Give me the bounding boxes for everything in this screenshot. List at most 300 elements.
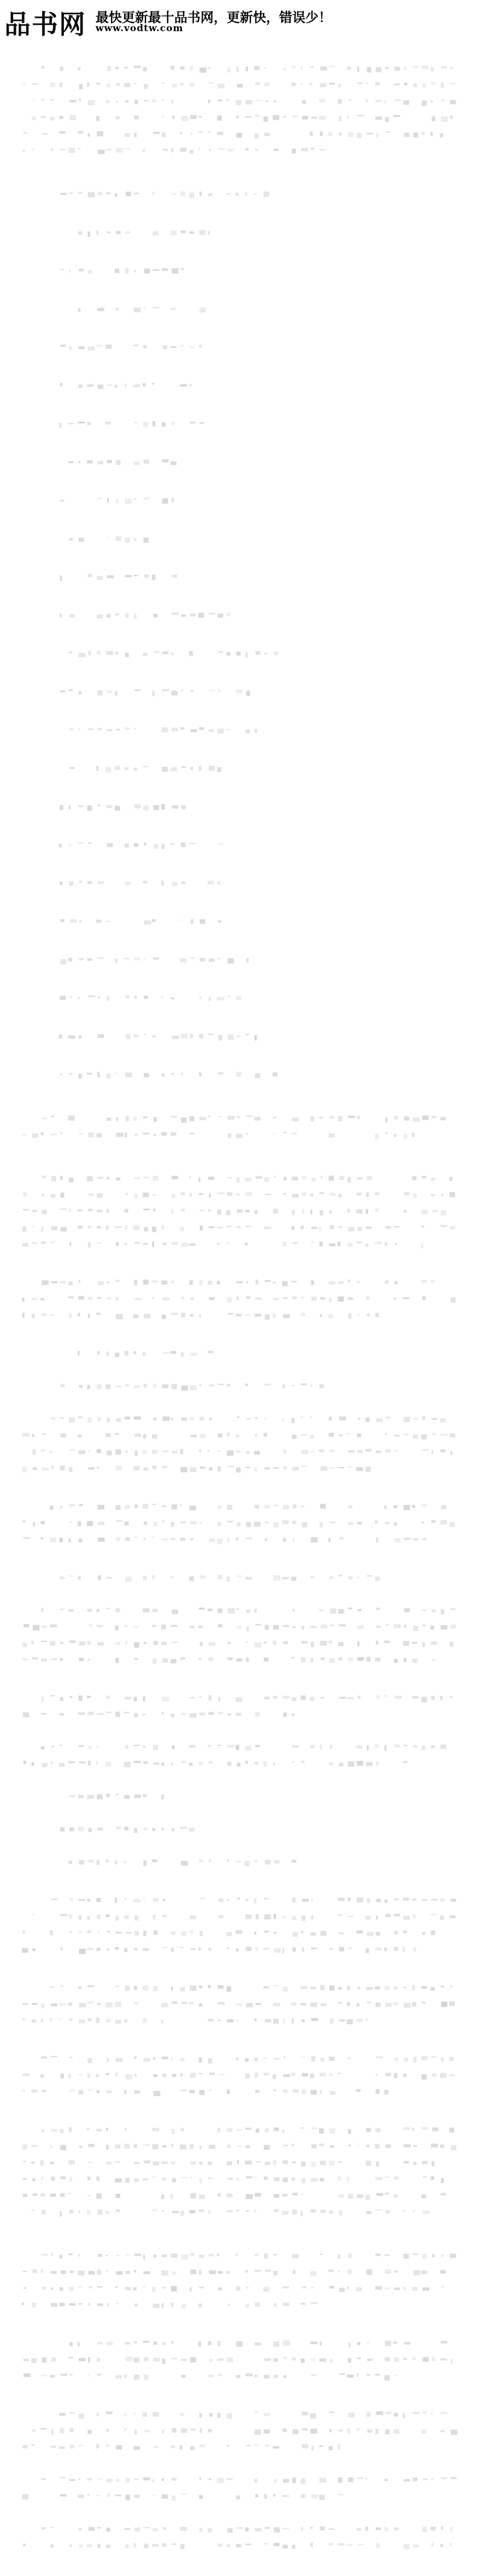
faint-glyph-mark: [32, 83, 38, 85]
faint-glyph-mark: [320, 1985, 324, 1990]
faint-glyph-mark: [310, 1987, 316, 1989]
faint-glyph-mark: [208, 1745, 211, 1746]
faint-glyph-mark: [440, 2358, 447, 2361]
faint-glyph-mark: [282, 1385, 285, 1388]
faint-glyph-mark: [87, 2018, 91, 2021]
faint-glyph-mark: [273, 1640, 276, 1645]
faint-glyph-mark: [208, 1948, 211, 1950]
faint-glyph-mark: [107, 2303, 109, 2306]
site-tagline: 最快更新最十品书网，更新快，错误少！: [96, 9, 332, 25]
faint-glyph-mark: [162, 116, 164, 117]
faint-glyph-mark: [60, 268, 64, 271]
faint-glyph-mark: [68, 2357, 73, 2358]
faint-glyph-mark: [394, 1226, 399, 1227]
faint-glyph-mark: [181, 1931, 186, 1936]
faint-glyph-mark: [301, 1506, 304, 1508]
faint-glyph-mark: [450, 1642, 453, 1646]
faint-glyph-mark: [116, 2303, 119, 2304]
faint-glyph-mark: [97, 1072, 100, 1077]
faint-glyph-mark: [319, 1117, 323, 1119]
faint-glyph-mark: [329, 2073, 332, 2076]
faint-glyph-mark: [311, 1915, 314, 1919]
faint-glyph-mark: [78, 2254, 80, 2257]
faint-glyph-mark: [88, 2286, 93, 2288]
faint-glyph-mark: [421, 1280, 427, 1282]
faint-glyph-mark: [246, 1296, 250, 1299]
faint-glyph-mark: [265, 1315, 270, 1320]
faint-glyph-mark: [264, 2358, 270, 2361]
faint-glyph-mark: [246, 729, 250, 734]
faint-glyph-mark: [449, 1522, 455, 1527]
faint-glyph-mark: [190, 2446, 194, 2450]
faint-glyph-mark: [198, 2073, 202, 2074]
faint-glyph-mark: [60, 1697, 63, 1701]
faint-glyph-mark: [217, 1609, 222, 1614]
faint-glyph-mark: [254, 66, 259, 71]
faint-glyph-mark: [171, 308, 176, 310]
faint-glyph-mark: [283, 1297, 287, 1299]
faint-glyph-mark: [172, 1176, 178, 1179]
faint-glyph-mark: [237, 1608, 239, 1610]
faint-glyph-mark: [376, 2527, 381, 2530]
faint-glyph-mark: [273, 115, 279, 120]
faint-glyph-mark: [144, 538, 149, 543]
faint-glyph-mark: [264, 1505, 270, 1509]
faint-glyph-mark: [422, 1745, 426, 1750]
faint-glyph-mark: [78, 131, 84, 133]
faint-glyph-mark: [265, 101, 268, 102]
faint-glyph-mark: [60, 919, 64, 922]
faint-glyph-mark: [311, 2446, 314, 2451]
faint-glyph-mark: [171, 1987, 173, 1990]
faint-glyph-mark: [50, 1761, 52, 1764]
faint-glyph-mark: [217, 2287, 222, 2290]
faint-glyph-mark: [116, 1520, 123, 1522]
faint-glyph-mark: [126, 2271, 130, 2274]
faint-glyph-mark: [311, 2302, 317, 2304]
faint-glyph-mark: [115, 385, 117, 388]
faint-glyph-mark: [106, 1352, 109, 1356]
faint-glyph-mark: [143, 1434, 146, 1439]
faint-glyph-mark: [69, 2303, 76, 2305]
faint-glyph-mark: [40, 2160, 44, 2165]
faint-glyph-mark: [430, 132, 433, 136]
faint-glyph-mark: [209, 1539, 215, 1542]
faint-glyph-mark: [237, 1763, 240, 1767]
faint-glyph-mark: [404, 1210, 406, 1213]
faint-glyph-mark: [255, 1073, 261, 1078]
faint-glyph-mark: [321, 1697, 324, 1698]
faint-glyph-mark: [42, 1468, 49, 1470]
faint-glyph-mark: [403, 2127, 410, 2130]
faint-glyph-mark: [125, 2342, 130, 2345]
faint-glyph-mark: [143, 1898, 144, 1899]
faint-glyph-mark: [432, 2162, 434, 2166]
faint-glyph-mark: [87, 270, 92, 273]
faint-glyph-mark: [163, 1242, 166, 1245]
faint-glyph-mark: [134, 2144, 137, 2148]
faint-glyph-mark: [339, 1625, 345, 1626]
faint-glyph-mark: [115, 116, 120, 119]
faint-glyph-mark: [338, 2161, 342, 2163]
faint-glyph-mark: [329, 1467, 335, 1468]
faint-glyph-mark: [338, 1609, 344, 1614]
faint-glyph-mark: [42, 2090, 46, 2092]
faint-glyph-mark: [357, 115, 364, 116]
faint-glyph-mark: [125, 1351, 128, 1356]
faint-glyph-mark: [217, 1193, 225, 1195]
faint-glyph-mark: [300, 2127, 304, 2129]
faint-glyph-mark: [115, 729, 120, 731]
faint-glyph-mark: [98, 1351, 99, 1355]
faint-glyph-mark: [143, 422, 149, 427]
faint-glyph-mark: [300, 83, 303, 84]
faint-glyph-mark: [226, 652, 230, 656]
faint-glyph-mark: [144, 2058, 150, 2061]
faint-glyph-mark: [283, 1696, 290, 1698]
faint-glyph-mark: [310, 1745, 315, 1749]
faint-glyph-mark: [404, 1116, 409, 1120]
faint-glyph-mark: [152, 691, 155, 697]
faint-glyph-mark: [69, 805, 70, 809]
faint-glyph-mark: [209, 1385, 214, 1386]
faint-glyph-mark: [237, 1116, 240, 1118]
faint-glyph-mark: [273, 2271, 278, 2275]
faint-glyph-mark: [171, 652, 174, 655]
faint-glyph-mark: [106, 1696, 110, 1699]
faint-glyph-mark: [292, 1714, 294, 1716]
faint-glyph-mark: [451, 2477, 457, 2479]
faint-glyph-mark: [33, 2270, 37, 2273]
faint-glyph-mark: [50, 1538, 56, 1542]
faint-glyph-mark: [432, 2543, 434, 2546]
faint-glyph-mark: [245, 1746, 251, 1750]
faint-glyph-mark: [106, 2545, 110, 2548]
faint-glyph-mark: [51, 2446, 56, 2448]
faint-glyph-mark: [376, 2089, 380, 2094]
faint-glyph-mark: [32, 2019, 36, 2023]
faint-glyph-mark: [347, 2544, 352, 2546]
faint-glyph-mark: [190, 2073, 196, 2077]
faint-glyph-mark: [265, 1539, 268, 1541]
faint-glyph-mark: [199, 1713, 206, 1715]
faint-glyph-mark: [162, 1697, 169, 1702]
faint-glyph-mark: [181, 615, 186, 617]
faint-glyph-mark: [153, 1522, 157, 1527]
faint-glyph-mark: [338, 2478, 343, 2483]
faint-glyph-mark: [263, 116, 268, 122]
faint-glyph-mark: [88, 1712, 94, 1715]
faint-glyph-mark: [22, 1243, 28, 1247]
faint-glyph-mark: [394, 2375, 397, 2376]
faint-glyph-mark: [181, 1242, 188, 1247]
faint-glyph-mark: [237, 1209, 243, 1212]
faint-glyph-mark: [311, 1227, 317, 1229]
faint-glyph-mark: [161, 1642, 167, 1645]
faint-glyph-mark: [199, 2444, 205, 2447]
faint-glyph-mark: [40, 2428, 47, 2430]
faint-glyph-mark: [42, 1626, 47, 1628]
faint-glyph-mark: [172, 691, 178, 696]
faint-glyph-mark: [451, 2429, 457, 2435]
faint-glyph-mark: [107, 2058, 109, 2062]
faint-glyph-mark: [236, 690, 242, 693]
faint-glyph-mark: [134, 2057, 137, 2059]
faint-glyph-mark: [375, 1193, 379, 1195]
faint-glyph-mark: [255, 133, 259, 139]
faint-glyph-mark: [106, 1914, 110, 1917]
faint-glyph-mark: [22, 2003, 28, 2005]
faint-glyph-mark: [367, 1313, 370, 1317]
faint-glyph-mark: [329, 1745, 332, 1749]
faint-glyph-mark: [42, 2287, 46, 2289]
faint-glyph-mark: [404, 1193, 410, 1195]
faint-glyph-mark: [97, 1827, 103, 1831]
faint-glyph-mark: [180, 2445, 182, 2450]
faint-glyph-mark: [319, 2128, 324, 2134]
faint-glyph-mark: [330, 1116, 334, 1119]
faint-glyph-mark: [60, 149, 66, 150]
faint-glyph-mark: [217, 1745, 221, 1746]
faint-glyph-mark: [329, 2018, 333, 2024]
faint-glyph-mark: [236, 1313, 242, 1316]
faint-glyph-mark: [236, 100, 241, 105]
faint-glyph-mark: [375, 67, 381, 72]
faint-glyph-mark: [264, 2128, 269, 2133]
faint-glyph-mark: [236, 2375, 240, 2378]
faint-glyph-mark: [153, 957, 159, 960]
faint-glyph-mark: [125, 1745, 128, 1749]
faint-glyph-mark: [60, 691, 66, 692]
faint-glyph-mark: [255, 1932, 256, 1935]
faint-glyph-mark: [320, 1211, 323, 1216]
faint-glyph-mark: [227, 1466, 234, 1467]
faint-glyph-mark: [23, 2161, 26, 2162]
faint-glyph-mark: [96, 1761, 98, 1765]
faint-glyph-mark: [107, 537, 110, 538]
faint-glyph-mark: [97, 384, 103, 389]
faint-glyph-mark: [375, 1987, 380, 1990]
faint-glyph-mark: [431, 1520, 435, 1523]
faint-glyph-mark: [356, 1930, 363, 1934]
faint-glyph-mark: [96, 2193, 102, 2198]
faint-glyph-mark: [87, 2128, 89, 2130]
faint-glyph-mark: [385, 1900, 387, 1903]
faint-glyph-mark: [235, 1194, 240, 1196]
faint-glyph-mark: [60, 1281, 66, 1283]
faint-glyph-mark: [68, 2193, 70, 2194]
faint-glyph-mark: [98, 2254, 103, 2257]
faint-glyph-mark: [79, 2479, 80, 2480]
faint-glyph-mark: [311, 1948, 317, 1949]
faint-glyph-mark: [367, 2001, 371, 2003]
faint-glyph-mark: [412, 1985, 415, 1990]
faint-glyph-mark: [23, 1712, 29, 1717]
faint-glyph-mark: [190, 614, 196, 616]
faint-glyph-mark: [171, 1538, 175, 1540]
faint-glyph-mark: [320, 2495, 325, 2500]
faint-glyph-mark: [60, 1642, 63, 1644]
faint-glyph-mark: [134, 2413, 135, 2415]
faint-glyph-mark: [88, 192, 95, 197]
faint-glyph-mark: [171, 346, 176, 348]
faint-glyph-mark: [79, 1949, 85, 1954]
faint-glyph-mark: [125, 231, 131, 233]
faint-glyph-mark: [69, 2445, 75, 2448]
faint-glyph-mark: [320, 149, 326, 150]
faint-glyph-mark: [97, 1467, 99, 1469]
faint-glyph-mark: [357, 1242, 361, 1243]
faint-glyph-mark: [78, 461, 80, 463]
faint-glyph-mark: [87, 959, 92, 961]
faint-glyph-mark: [180, 1521, 186, 1523]
faint-glyph-mark: [190, 1417, 194, 1420]
faint-glyph-mark: [273, 1072, 278, 1077]
faint-glyph-mark: [143, 149, 145, 152]
faint-glyph-mark: [161, 2020, 163, 2024]
faint-glyph-mark: [134, 115, 138, 119]
faint-glyph-mark: [69, 844, 71, 846]
faint-glyph-mark: [162, 1073, 164, 1077]
faint-glyph-mark: [97, 1242, 102, 1243]
faint-glyph-mark: [78, 1576, 80, 1579]
faint-glyph-mark: [284, 2375, 286, 2378]
faint-glyph-mark: [41, 1241, 46, 1243]
faint-glyph-mark: [394, 1134, 396, 1137]
faint-glyph-mark: [144, 1538, 145, 1541]
faint-glyph-mark: [320, 1384, 324, 1388]
faint-glyph-mark: [70, 2544, 72, 2546]
faint-glyph-mark: [208, 1281, 212, 1285]
faint-glyph-mark: [199, 1522, 202, 1524]
faint-glyph-mark: [189, 1243, 196, 1246]
faint-glyph-mark: [284, 1193, 286, 1195]
faint-glyph-mark: [152, 2479, 154, 2482]
faint-glyph-mark: [338, 1116, 343, 1121]
faint-glyph-mark: [273, 1313, 276, 1318]
faint-glyph-mark: [172, 1384, 177, 1389]
faint-glyph-mark: [154, 1763, 160, 1765]
faint-glyph-mark: [431, 2413, 433, 2414]
faint-glyph-mark: [42, 1434, 45, 1435]
faint-glyph-mark: [134, 1642, 139, 1648]
faint-glyph-mark: [255, 2058, 258, 2061]
faint-glyph-mark: [78, 1225, 82, 1229]
faint-glyph-mark: [23, 1761, 26, 1764]
faint-glyph-mark: [126, 192, 131, 196]
faint-glyph-mark: [449, 2128, 454, 2133]
faint-glyph-mark: [170, 1351, 176, 1354]
faint-glyph-mark: [50, 2018, 52, 2021]
faint-glyph-mark: [78, 997, 80, 999]
faint-glyph-mark: [348, 1608, 352, 1609]
faint-glyph-mark: [367, 1932, 374, 1936]
faint-glyph-mark: [41, 1746, 45, 1749]
faint-glyph-mark: [218, 1712, 223, 1714]
faint-glyph-mark: [209, 997, 211, 1001]
faint-glyph-mark: [264, 2375, 269, 2379]
faint-glyph-mark: [412, 1642, 417, 1644]
faint-glyph-mark: [338, 1467, 344, 1468]
faint-glyph-mark: [209, 1467, 213, 1470]
faint-glyph-mark: [190, 1697, 194, 1698]
faint-glyph-mark: [190, 2144, 194, 2148]
faint-glyph-mark: [450, 2527, 452, 2532]
faint-glyph-mark: [237, 1522, 240, 1526]
faint-glyph-mark: [181, 1118, 186, 1123]
faint-glyph-mark: [384, 100, 386, 103]
faint-glyph-mark: [265, 2445, 269, 2447]
faint-glyph-mark: [152, 1575, 155, 1579]
faint-glyph-mark: [422, 66, 429, 69]
faint-glyph-mark: [41, 1641, 47, 1642]
faint-glyph-mark: [172, 2001, 177, 2004]
faint-glyph-mark: [189, 1828, 194, 1832]
faint-glyph-mark: [172, 2428, 176, 2433]
faint-glyph-mark: [264, 1697, 269, 1699]
faint-glyph-mark: [357, 2194, 363, 2198]
faint-glyph-mark: [33, 1522, 35, 1527]
faint-glyph-mark: [180, 1987, 185, 1991]
faint-glyph-mark: [237, 1626, 241, 1629]
faint-glyph-mark: [115, 1947, 119, 1950]
faint-glyph-mark: [69, 1539, 71, 1543]
faint-glyph-mark: [125, 2019, 127, 2023]
faint-glyph-mark: [88, 2144, 95, 2147]
faint-glyph-mark: [171, 1763, 173, 1766]
faint-glyph-mark: [152, 2176, 155, 2177]
faint-glyph-mark: [357, 1641, 359, 1646]
faint-glyph-mark: [227, 1242, 229, 1245]
faint-glyph-mark: [198, 149, 200, 150]
faint-glyph-mark: [386, 1624, 389, 1625]
faint-glyph-mark: [339, 1763, 343, 1767]
faint-glyph-mark: [432, 2128, 439, 2131]
faint-glyph-mark: [329, 2128, 335, 2133]
faint-glyph-mark: [40, 2075, 44, 2077]
faint-glyph-mark: [430, 2176, 434, 2180]
faint-glyph-mark: [42, 2357, 46, 2362]
faint-glyph-mark: [338, 2493, 344, 2495]
faint-glyph-mark: [189, 231, 194, 234]
faint-glyph-mark: [283, 2303, 290, 2306]
faint-glyph-mark: [190, 1985, 197, 1990]
faint-glyph-mark: [170, 1659, 176, 1663]
faint-glyph-mark: [385, 1450, 391, 1452]
faint-glyph-mark: [441, 100, 445, 101]
faint-glyph-mark: [134, 2178, 139, 2182]
faint-glyph-mark: [97, 2413, 99, 2416]
faint-glyph-mark: [125, 1505, 130, 1509]
faint-glyph-mark: [198, 1626, 202, 1628]
faint-glyph-mark: [153, 2358, 160, 2362]
faint-glyph-mark: [79, 2003, 86, 2007]
faint-glyph-mark: [273, 2341, 279, 2347]
faint-glyph-mark: [134, 2341, 138, 2343]
faint-glyph-mark: [226, 1210, 231, 1215]
faint-glyph-mark: [450, 100, 456, 104]
faint-glyph-mark: [273, 1133, 275, 1135]
faint-glyph-mark: [97, 131, 103, 136]
faint-glyph-mark: [357, 2373, 358, 2377]
faint-glyph-mark: [375, 1947, 381, 1950]
faint-glyph-mark: [237, 1575, 243, 1576]
faint-glyph-mark: [68, 2160, 75, 2165]
faint-glyph-mark: [441, 1194, 444, 1196]
faint-glyph-mark: [365, 83, 369, 84]
faint-glyph-mark: [60, 2003, 66, 2006]
faint-glyph-mark: [144, 2160, 150, 2163]
